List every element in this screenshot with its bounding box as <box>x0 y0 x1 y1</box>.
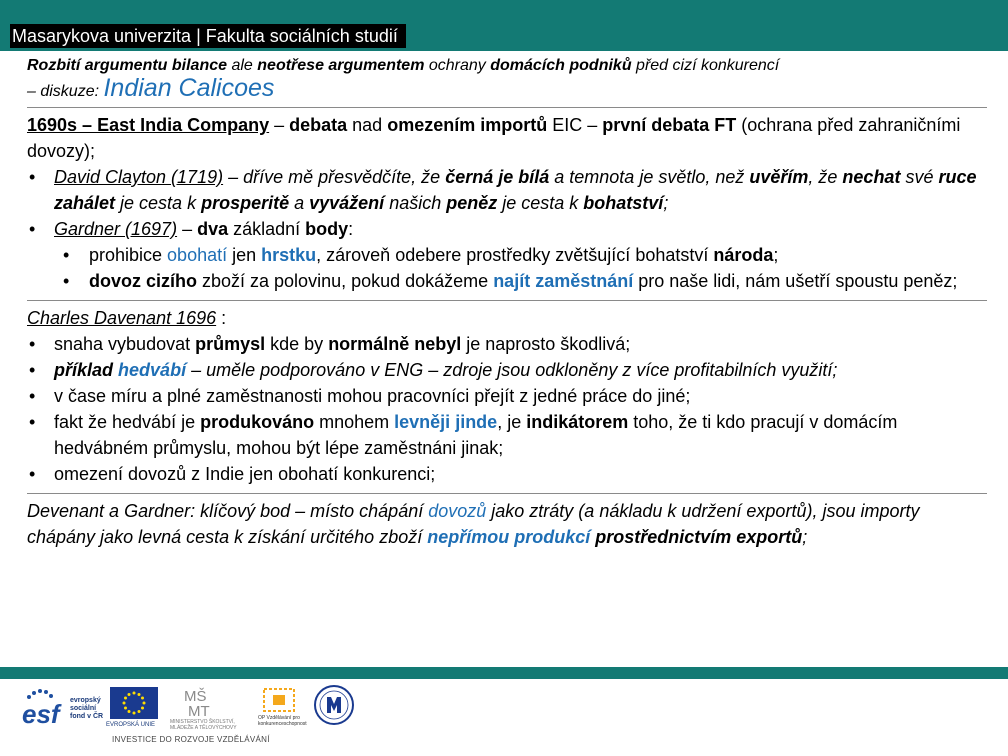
subtitle-text <box>27 57 779 74</box>
subtitle-topic: Indian Calicoes <box>103 74 275 102</box>
section-davenant <box>27 305 987 487</box>
text-run: dva <box>197 219 229 239</box>
text-run: , zároveň odebere prostředky zvětšující bohatství <box>316 245 714 265</box>
text-run: indikátorem <box>526 412 629 432</box>
op-vk-logo-text: OP Vzdělávání pro konkurenceschopnost <box>258 715 307 727</box>
esf-logo-icon <box>20 687 68 727</box>
text-run: ; <box>802 527 808 547</box>
text-run: obohatí <box>167 245 228 265</box>
subtitle-line-2 <box>27 74 987 103</box>
footer-caption: INVESTICE DO ROZVOJE VZDĚLÁVÁNÍ <box>112 735 270 744</box>
text-run: levněji jinde <box>394 412 498 432</box>
text-run: je naprosto škodlivá; <box>461 334 631 354</box>
text-run: dříve mě přesvědčíte, že <box>243 167 446 187</box>
subtitle-prefix: – diskuze: <box>27 83 104 100</box>
text-run: , je <box>497 412 527 432</box>
text-run: ochrany <box>428 57 491 74</box>
text-run: průmysl <box>195 334 266 354</box>
text-run: příklad <box>54 360 114 380</box>
text-run: snaha vybudovat <box>54 334 196 354</box>
text-run: prohibice <box>89 245 168 265</box>
bullet-davenant-5 <box>27 461 987 487</box>
text-run: neotřese argumentem <box>257 57 429 74</box>
bullet-davenant-4 <box>27 409 987 461</box>
text-run: EIC – <box>547 115 603 135</box>
divider <box>27 107 987 108</box>
text-run: peněz <box>446 193 498 213</box>
text-run: Charles Davenant 1696 <box>27 308 217 328</box>
text-run: 1690s – East India Company <box>27 115 270 135</box>
text-run: základní <box>228 219 306 239</box>
text-run: nechat <box>842 167 901 187</box>
divider <box>27 300 987 301</box>
text-run: první debata FT <box>602 115 737 135</box>
text-run: jen <box>227 245 262 265</box>
bullet-clayton <box>27 164 987 216</box>
divider <box>27 493 987 494</box>
sub-bullet-dovoz <box>27 268 987 294</box>
section-eic-intro <box>27 112 987 164</box>
text-run: ale <box>231 57 258 74</box>
text-run: – <box>223 167 244 187</box>
text-run: černá je bílá <box>445 167 550 187</box>
text-run: Rozbití argumentu bilance <box>27 57 232 74</box>
text-run: jako ztráty (a nákladu k udržení exportů), jsou importy chápány jako levná cesta k získání určitého zboží <box>27 501 920 547</box>
slide-content <box>27 52 987 550</box>
text-run: ; <box>663 193 669 213</box>
slide-subtitle <box>27 55 987 103</box>
section-conclusion <box>27 498 987 550</box>
esf-logo-text: evropský sociální fond v ČR <box>70 697 104 720</box>
text-run: bohatství <box>583 193 664 213</box>
text-run: toho, že ti kdo pracují v domácím hedvábném průmyslu, mohou být lépe zaměstnáni jinak; <box>54 412 898 458</box>
text-run: a temnota je světlo, než <box>549 167 750 187</box>
section-davenant-intro <box>27 305 987 331</box>
text-run: (ochrana před zahraničními dovozy); <box>27 115 961 161</box>
bullet-davenant-1 <box>27 331 987 357</box>
text-run: zboží za polovinu, pokud dokážeme <box>197 271 494 291</box>
text-run: Devenant a Gardner: klíčový bod – místo chápání <box>27 501 429 521</box>
footer-logos <box>20 683 380 753</box>
text-run: prostřednictvím exportů <box>595 527 803 547</box>
text-run: : <box>348 219 354 239</box>
text-run: nepřímou produkcí <box>427 527 591 547</box>
bullet-gardner <box>27 216 987 242</box>
text-run: : <box>216 308 227 328</box>
bullet-davenant-2 <box>27 357 987 383</box>
text-run: hrstku <box>261 245 317 265</box>
text-run: je cesta k <box>497 193 584 213</box>
text-run: Gardner (1697) <box>54 219 178 239</box>
text-run: , že <box>808 167 843 187</box>
eu-flag-icon <box>110 687 158 719</box>
text-run: produkováno <box>200 412 315 432</box>
page-header-title: Masarykova univerzita | Fakulta sociálních studií <box>10 24 406 48</box>
header-bar <box>0 0 1008 51</box>
text-run: své <box>900 167 939 187</box>
text-run: prosperitě <box>201 193 290 213</box>
text-run: normálně nebyl <box>328 334 462 354</box>
svg-text:esf: esf <box>22 699 60 727</box>
svg-text:MŠ: MŠ <box>184 688 207 705</box>
mu-seal-icon <box>314 683 354 727</box>
text-run: našich <box>384 193 447 213</box>
text-run: ; <box>773 245 779 265</box>
text-run: fakt že hedvábí je <box>54 412 201 432</box>
text-run: omezení dovozů z Indie jen obohatí konkurenci; <box>54 464 436 484</box>
text-run: pro naše lidi, nám ušetří spoustu peněz; <box>633 271 958 291</box>
text-run: – <box>177 219 198 239</box>
text-run: uvěřím <box>749 167 809 187</box>
text-run: národa <box>713 245 774 265</box>
text-run: a <box>289 193 310 213</box>
text-run: domácích podniků <box>490 57 637 74</box>
text-run: – uměle podporováno v ENG – zdroje jsou odkloněny z více profitabilních využití; <box>186 360 838 380</box>
text-run: – <box>269 115 290 135</box>
section-eic <box>27 112 987 294</box>
footer-bar <box>0 667 1008 679</box>
text-run: vyvážení <box>309 193 385 213</box>
text-run: ruce zahálet <box>54 167 977 213</box>
text-run: dovoz cizího <box>89 271 197 291</box>
text-run: mnohem <box>314 412 395 432</box>
text-run: nad <box>347 115 388 135</box>
msmt-logo-icon <box>180 685 228 719</box>
eu-logo-text: EVROPSKÁ UNIE <box>106 722 156 728</box>
text-run: v čase míru a plné zaměstnanosti mohou pracovníci přejít z jedné práce do jiné; <box>54 386 691 406</box>
text-run: body <box>305 219 349 239</box>
text-run: je cesta k <box>115 193 202 213</box>
text-run: před cizí konkurencí <box>636 57 780 74</box>
msmt-logo-text: MINISTERSTVO ŠKOLSTVÍ, MLÁDEŽE A TĚLOVÝCHOVY <box>170 719 237 731</box>
bullet-davenant-3 <box>27 383 987 409</box>
op-vk-logo-icon <box>262 687 298 715</box>
text-run: kde by <box>265 334 329 354</box>
text-run: debata <box>289 115 348 135</box>
text-run: dovozů <box>428 501 487 521</box>
text-run: hedvábí <box>118 360 187 380</box>
text-run: David Clayton (1719) <box>54 167 224 187</box>
text-run: omezením importů <box>387 115 548 135</box>
svg-text:MT: MT <box>188 703 210 719</box>
text-run: najít zaměstnání <box>493 271 634 291</box>
sub-bullet-prohibice <box>27 242 987 268</box>
